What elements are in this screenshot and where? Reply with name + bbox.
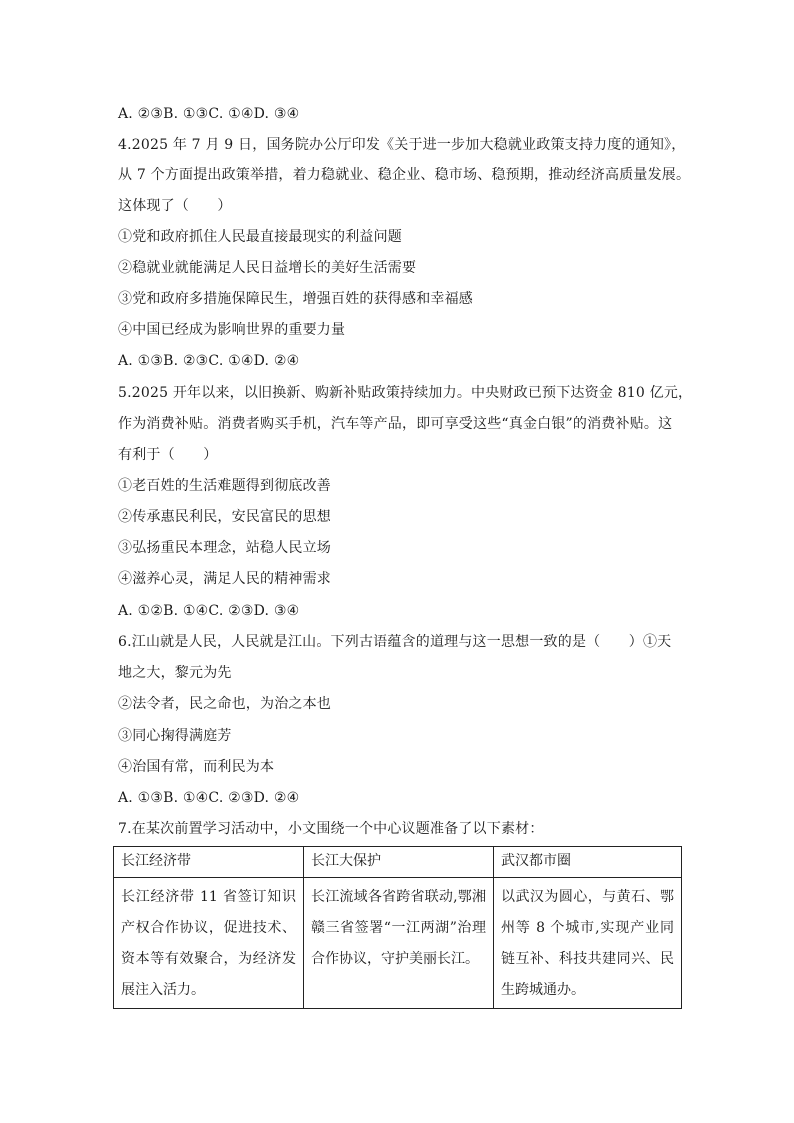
table-header-row xyxy=(114,847,682,878)
q6-stem-line-2: 地之大，黎元为先 xyxy=(118,665,232,681)
q4-statement-3: ③党和政府多措施保障民生，增强百姓的获得感和幸福感 xyxy=(118,291,473,307)
materials-table xyxy=(113,846,682,1009)
q5-stem-line-2: 作为消费补贴。消费者购买手机，汽车等产品，即可享受这些“真金白银”的消费补贴。这 xyxy=(118,416,673,432)
table-header-cell: 武汉都市圈 xyxy=(494,847,682,878)
table-cell: 以武汉为圆心，与黄石、鄂州等 8 个城市,实现产业同链互补、科技共建同兴、民生跨城通办。 xyxy=(494,878,682,1009)
q6-stem-line-1: 6.江山就是人民，人民就是江山。下列古语蕴含的道理与这一思想一致的是（ ）①天 xyxy=(118,634,672,650)
q4-answer-options: A. ①③B. ②③C. ①④D. ②④ xyxy=(118,353,300,369)
q3-answer-options: A. ②③B. ①③C. ①④D. ③④ xyxy=(118,106,300,122)
table-cell: 长江流域各省跨省联动,鄂湘赣三省签署“一江两湖”治理合作协议，守护美丽长江。 xyxy=(304,878,494,1009)
q4-stem-line-3: 这体现了（ ） xyxy=(118,198,232,214)
q6-statement-4: ④治国有常，而利民为本 xyxy=(118,759,275,775)
q5-statement-3: ③弘扬重民本理念，站稳人民立场 xyxy=(118,540,331,556)
q6-answer-options: A. ①③B. ①④C. ②③D. ②④ xyxy=(118,790,300,806)
table-row xyxy=(114,878,682,1009)
table-header-cell: 长江经济带 xyxy=(114,847,304,878)
q4-stem-line-2: 从 7 个方面提出政策举措，着力稳就业、稳企业、稳市场、稳预期，推动经济高质量发展。 xyxy=(118,167,691,183)
q5-answer-options: A. ①②B. ①④C. ②③D. ③④ xyxy=(118,603,300,619)
table-header-cell: 长江大保护 xyxy=(304,847,494,878)
q4-statement-4: ④中国已经成为影响世界的重要力量 xyxy=(118,322,346,338)
q4-statement-2: ②稳就业就能满足人民日益增长的美好生活需要 xyxy=(118,260,417,276)
q5-stem-line-1: 5.2025 开年以来，以旧换新、购新补贴政策持续加力。中央财政已预下达资金 810 亿元， xyxy=(118,385,693,401)
q5-statement-4: ④滋养心灵，满足人民的精神需求 xyxy=(118,571,331,587)
q5-statement-1: ①老百姓的生活难题得到彻底改善 xyxy=(118,478,331,494)
q5-statement-2: ②传承惠民利民，安民富民的思想 xyxy=(118,509,331,525)
q6-statement-3: ③同心掬得满庭芳 xyxy=(118,728,232,744)
q4-statement-1: ①党和政府抓住人民最直接最现实的利益问题 xyxy=(118,229,402,245)
table-cell: 长江经济带 11 省签订知识产权合作协议，促进技术、资本等有效聚合，为经济发展注入活力。 xyxy=(114,878,304,1009)
q4-stem-line-1: 4.2025 年 7 月 9 日，国务院办公厅印发《关于进一步加大稳就业政策支持力度的通知》， xyxy=(118,137,686,153)
q6-statement-2: ②法令者，民之命也，为治之本也 xyxy=(118,696,331,712)
q7-stem: 7.在某次前置学习活动中，小文围绕一个中心议题准备了以下素材： xyxy=(118,821,544,837)
q5-stem-line-3: 有利于（ ） xyxy=(118,447,218,463)
